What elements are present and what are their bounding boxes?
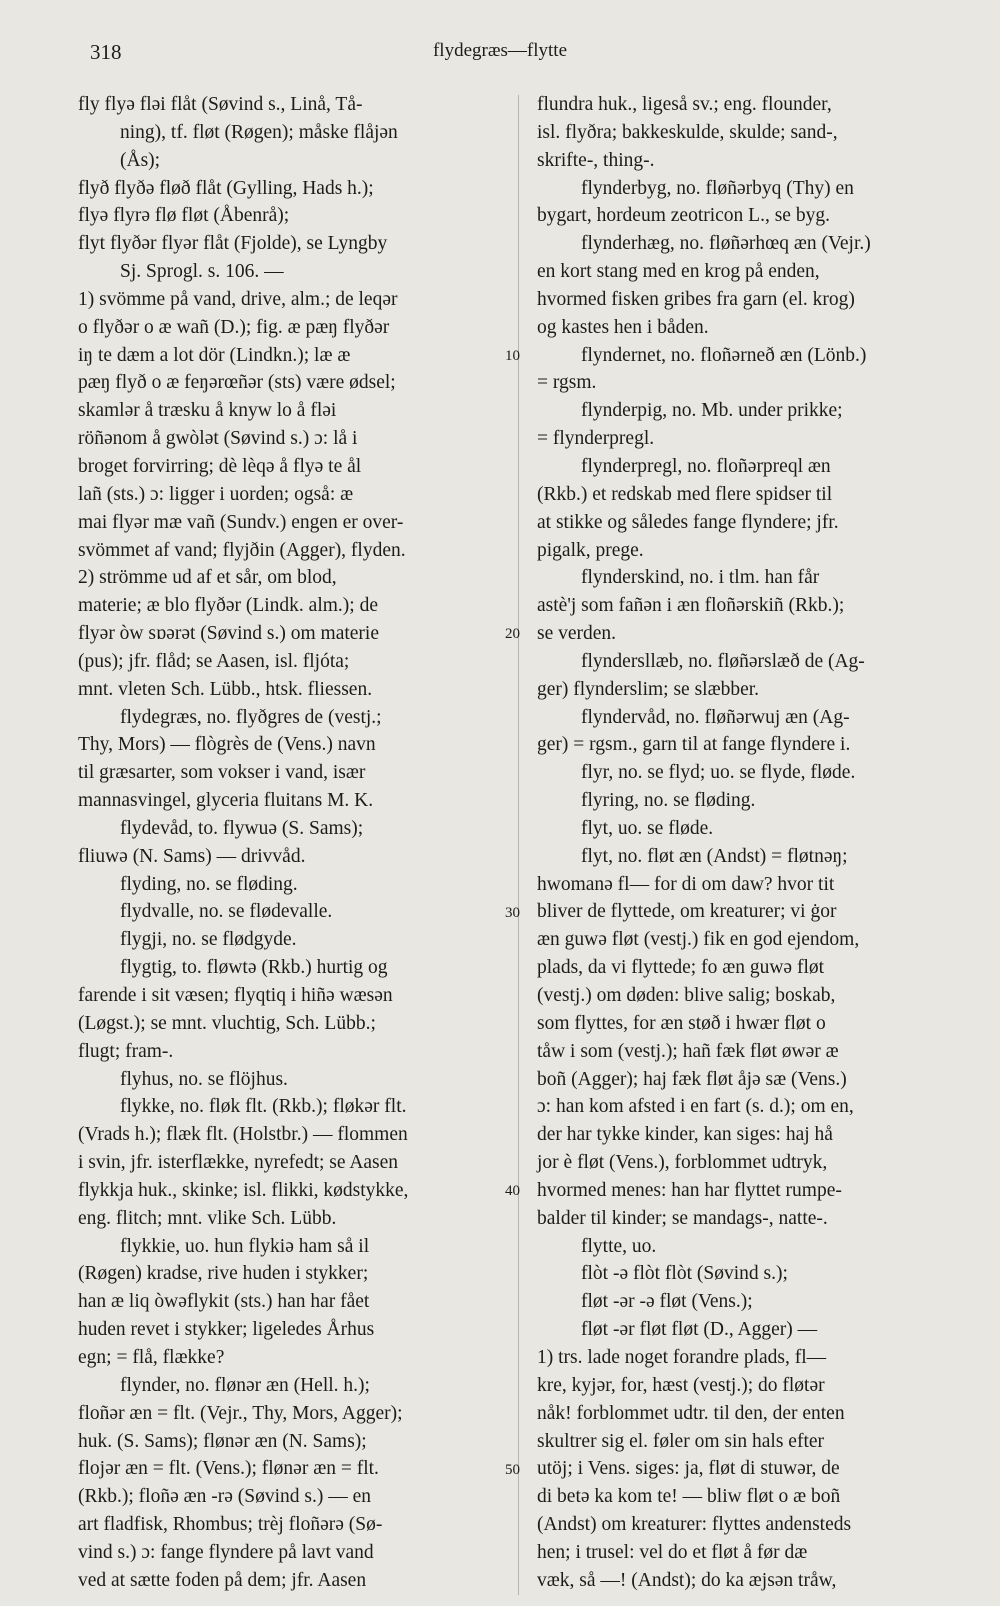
- text-line: til græsarter, som vokser i vand, især: [78, 762, 366, 784]
- text-line: hvormed fisken gribes fra garn (el. krog): [537, 288, 855, 310]
- text-line: skamlər å træsku å knyw lo å fləi: [78, 400, 337, 422]
- text-line: materie; æ blo flyðər (Lindk. alm.); de: [78, 595, 378, 617]
- text-line: hwomanə fl— for di om daw? hvor tit: [537, 873, 835, 895]
- text-line: flygji, no. se flødgyde.: [120, 929, 297, 951]
- text-line: hen; i trusel: vel do et fløt å før dæ: [537, 1541, 808, 1563]
- text-line: flyt flyðər flyər flåt (Fjolde), se Lyngby: [78, 233, 388, 255]
- text-line: röñənom å gwòlət (Søvind s.) ɔ: lå i: [78, 428, 358, 450]
- text-line: se verden.: [537, 623, 617, 645]
- text-line: flynderpregl, no. floñərpreql æn: [581, 455, 831, 477]
- text-line: fløt -ər -ə fløt (Vens.);: [581, 1291, 753, 1313]
- text-line: flundra huk., ligeså sv.; eng. flounder,: [537, 94, 832, 115]
- text-line: isl. flyðra; bakkeskulde, skulde; sand-,: [537, 121, 838, 143]
- text-line: broget forvirring; dè lèqə å flyə te ål: [78, 455, 362, 477]
- text-line: (vestj.) om døden: blive salig; boskab,: [537, 985, 836, 1006]
- text-line: flyhus, no. se flöjhus.: [120, 1068, 288, 1090]
- text-line: flynderpig, no. Mb. under prikke;: [581, 400, 843, 422]
- text-line: jor è fløt (Vens.), forblommet udtryk,: [537, 1152, 828, 1174]
- line-number: 50: [505, 1461, 520, 1478]
- page-number: 318: [90, 40, 122, 64]
- text-line: ved at sætte foden på dem; jfr. Aasen: [78, 1569, 367, 1591]
- text-line: di betə ka kom te! — bliw fløt o æ boñ: [537, 1486, 841, 1508]
- text-line: iŋ te dæm a lot dör (Lindkn.); læ æ: [78, 344, 351, 366]
- text-line: flydvalle, no. se flødevalle.: [120, 901, 333, 923]
- line-number: 40: [505, 1183, 520, 1200]
- text-line: flyər òw sɒərət (Søvind s.) om materie: [78, 623, 379, 645]
- text-line: flyndervåd, no. fløñərwuj æn (Ag-: [581, 706, 850, 728]
- text-line: flyndersllæb, no. fløñərslæð de (Ag-: [581, 650, 865, 672]
- running-head: flydegræs—flytte: [432, 40, 568, 61]
- text-line: (Ås);: [120, 149, 161, 171]
- text-line: han æ liq òwəflykit (sts.) han har fået: [78, 1291, 370, 1313]
- text-line: flyr, no. se flyd; uo. se flyde, fløde.: [581, 762, 856, 784]
- text-line: flygtig, to. fløwtə (Rkb.) hurtig og: [120, 957, 388, 979]
- text-line: skrifte-, thing-.: [537, 149, 655, 171]
- text-line: boñ (Agger); haj fæk fløt åjə sæ (Vens.): [537, 1068, 847, 1090]
- text-line: fly flyə fləi flåt (Søvind s., Linå, Tå-: [78, 94, 363, 115]
- text-line: at stikke og således fange flyndere; jfr.: [537, 511, 839, 533]
- text-line: huk. (S. Sams); flønər æn (N. Sams);: [78, 1430, 367, 1452]
- text-line: plads, da vi flyttede; fo æn guwə fløt: [537, 957, 825, 979]
- text-line: huden revet i stykker; ligeledes Århus: [78, 1319, 375, 1341]
- text-line: flytte, uo.: [581, 1235, 657, 1257]
- text-line: væk, så —! (Andst); do ka æjsən tråw,: [537, 1569, 837, 1591]
- text-line: art fladfisk, Rhombus; trèj floñərə (Sø-: [78, 1514, 383, 1536]
- text-line: kre, kyjər, for, hæst (vestj.); do fløtər: [537, 1374, 825, 1396]
- text-line: flòt -ə flòt flòt (Søvind s.);: [581, 1263, 788, 1285]
- text-line: flydevåd, to. flywuə (S. Sams);: [120, 817, 364, 839]
- text-line: 1) trs. lade noget forandre plads, fl—: [537, 1346, 827, 1368]
- text-line: egn; = flå, flække?: [78, 1346, 225, 1368]
- text-line: flynderbyg, no. fløñərbyq (Thy) en: [581, 177, 854, 199]
- text-line: fliuwə (N. Sams) — drivvåd.: [78, 845, 306, 867]
- text-line: skultrer sig el. føler om sin hals efter: [537, 1430, 825, 1452]
- text-line: flyring, no. se fløding.: [581, 790, 756, 812]
- text-line: mnt. vleten Sch. Lübb., htsk. fliessen.: [78, 678, 373, 700]
- text-line: bygart, hordeum zeotricon L., se byg.: [537, 205, 830, 227]
- text-line: nåk! forblommet udtr. til den, der enten: [537, 1402, 845, 1424]
- column-divider: [518, 95, 519, 1595]
- text-line: balder til kinder; se mandags-, natte-.: [537, 1207, 828, 1229]
- text-line: 1) svömme på vand, drive, alm.; de leqər: [78, 288, 398, 310]
- text-line: ning), tf. fløt (Røgen); måske flåjən: [120, 121, 398, 143]
- text-line: Thy, Mors) — flògrès de (Vens.) navn: [78, 734, 376, 756]
- text-line: pæŋ flyð o æ feŋərœñər (sts) være ødsel;: [78, 372, 396, 394]
- text-line: utöj; i Vens. siges: ja, fløt di stuwər, de: [537, 1458, 840, 1480]
- text-line: der har tykke kinder, kan siges: haj hå: [537, 1124, 833, 1146]
- text-line: flyt, no. fløt æn (Andst) = fløtnəŋ;: [581, 845, 848, 867]
- text-line: flyð flyðə fløð flåt (Gylling, Hads h.);: [78, 177, 374, 199]
- line-number: 10: [505, 347, 520, 364]
- line-number: 20: [505, 626, 520, 643]
- text-line: flydegræs, no. flyðgres de (vestj.;: [120, 706, 382, 728]
- text-line: mannasvingel, glyceria fluitans M. K.: [78, 790, 374, 812]
- text-line: = rgsm.: [537, 372, 597, 394]
- text-line: i svin, jfr. isterflække, nyrefedt; se Aasen: [78, 1152, 399, 1174]
- text-line: hvormed menes: han har flyttet rumpe-: [537, 1179, 842, 1201]
- page-header: [0, 40, 1000, 76]
- right-column: [537, 91, 961, 1595]
- text-line: som flyttes, for æn støð i hwær fløt o: [537, 1012, 826, 1034]
- text-line: = flynderpregl.: [537, 428, 655, 450]
- text-line: flynderhæg, no. fløñərhœq æn (Vejr.): [581, 233, 871, 255]
- text-line: æn guwə fløt (vestj.) fik en god ejendom,: [537, 929, 860, 951]
- text-line: ger) = rgsm., garn til at fange flyndere i.: [537, 734, 851, 756]
- text-line: (Vrads h.); flæk flt. (Holstbr.) — flommen: [78, 1124, 408, 1146]
- text-line: flyt, uo. se fløde.: [581, 817, 714, 839]
- text-line: farende i sit væsen; flyqtiq i hiñə wæsən: [78, 985, 393, 1006]
- text-line: (Andst) om kreaturer: flyttes andensteds: [537, 1514, 852, 1536]
- text-line: flyə flyrə flø fløt (Åbenrå);: [78, 205, 290, 227]
- text-line: flugt; fram-.: [78, 1040, 174, 1062]
- text-line: floñər æn = flt. (Vejr., Thy, Mors, Agger);: [78, 1402, 403, 1424]
- text-line: ger) flynderslim; se slæbber.: [537, 678, 760, 700]
- text-line: flyding, no. se fløding.: [120, 873, 298, 895]
- text-line: flynderskind, no. i tlm. han får: [581, 567, 820, 589]
- text-line: lañ (sts.) ɔ: ligger i uorden; også: æ: [78, 483, 354, 505]
- text-line: en kort stang med en krog på enden,: [537, 261, 820, 283]
- text-line: flykke, no. fløk flt. (Rkb.); fløkər flt.: [120, 1096, 407, 1118]
- text-line: (Røgen) kradse, rive huden i stykker;: [78, 1263, 369, 1285]
- text-line: Sj. Sprogl. s. 106. —: [120, 261, 284, 283]
- text-line: fløt -ər fløt fløt (D., Agger) —: [581, 1319, 818, 1341]
- text-line: flykkie, uo. hun flykiə ham så il: [120, 1235, 370, 1257]
- text-line: flojər æn = flt. (Vens.); flønər æn = flt.: [78, 1458, 379, 1480]
- text-line: pigalk, prege.: [537, 539, 644, 561]
- text-line: vind s.) ɔ: fange flyndere på lavt vand: [78, 1541, 374, 1563]
- text-line: tåw i som (vestj.); hañ fæk fløt øwər æ: [537, 1040, 839, 1062]
- text-line: eng. flitch; mnt. vlike Sch. Lübb.: [78, 1207, 337, 1229]
- text-line: (Rkb.); floñə æn -rə (Søvind s.) — en: [78, 1486, 371, 1508]
- text-line: og kastes hen i båden.: [537, 316, 709, 338]
- text-line: astè'j som fañən i æn floñərskiñ (Rkb.);: [537, 595, 845, 617]
- text-line: (Rkb.) et redskab med flere spidser til: [537, 483, 833, 505]
- text-line: (Løgst.); se mnt. vluchtig, Sch. Lübb.;: [78, 1012, 376, 1034]
- text-line: (pus); jfr. flåd; se Aasen, isl. fljóta;: [78, 650, 350, 672]
- text-line: mai flyər mæ vañ (Sundv.) engen er over-: [78, 511, 404, 533]
- line-number: 30: [505, 904, 520, 921]
- text-line: flyndernet, no. floñərneð æn (Lönb.): [581, 344, 867, 366]
- text-line: 2) strömme ud af et sår, om blod,: [78, 567, 337, 589]
- text-line: ɔ: han kom afsted i en fart (s. d.); om en,: [537, 1096, 854, 1118]
- text-line: flynder, no. flønər æn (Hell. h.);: [120, 1374, 370, 1396]
- text-line: flykkja huk., skinke; isl. flikki, kødstykke,: [78, 1179, 409, 1201]
- left-column: [78, 91, 503, 1595]
- text-line: bliver de flyttede, om kreaturer; vi ġor: [537, 901, 837, 923]
- text-line: svömmet af vand; flyjðin (Agger), flyden.: [78, 539, 406, 561]
- text-line: o flyðər o æ wañ (D.); fig. æ pæŋ flyðər: [78, 316, 390, 338]
